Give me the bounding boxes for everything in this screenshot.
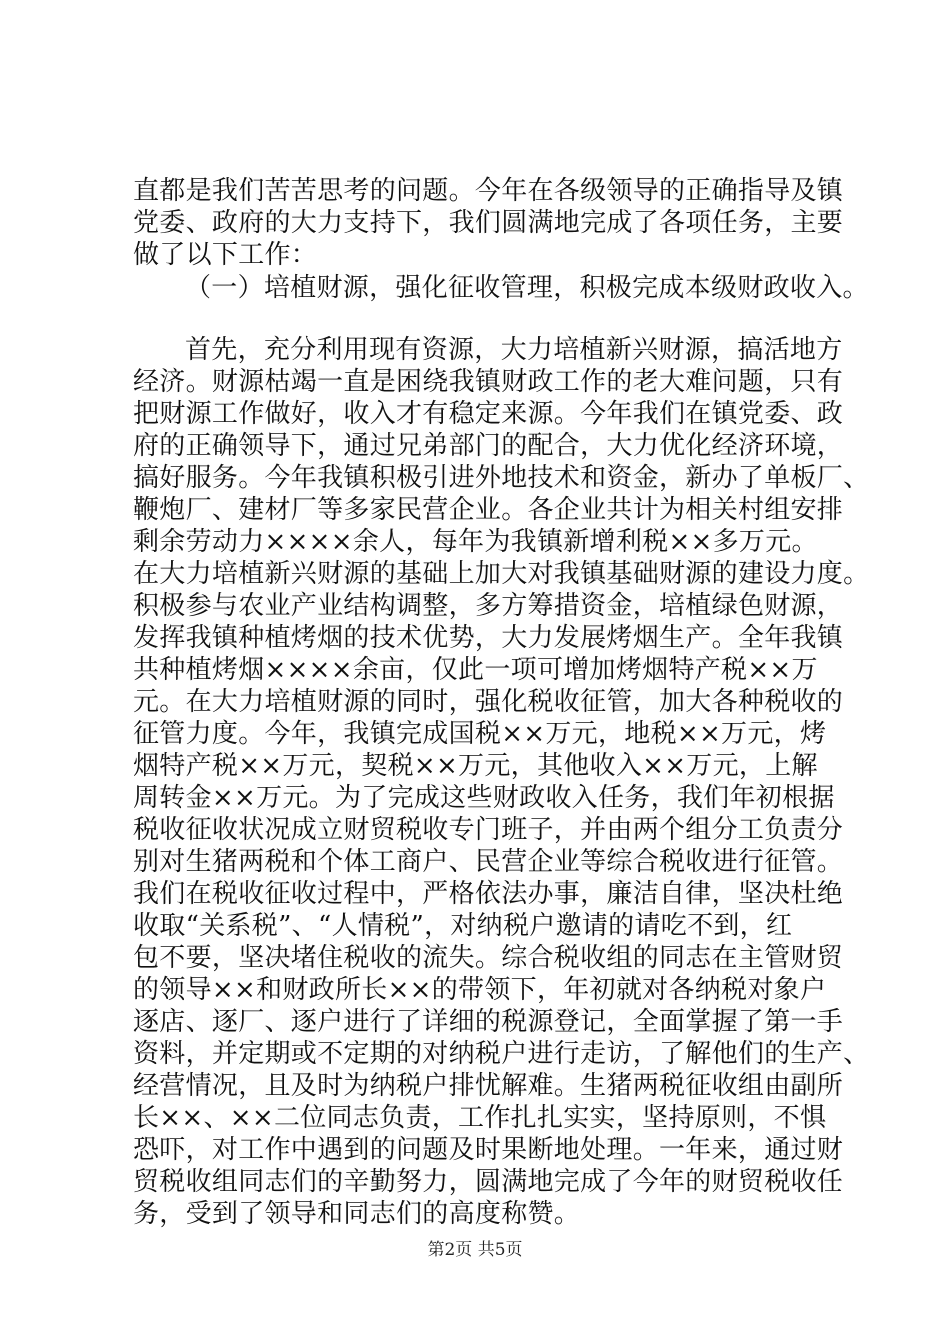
- text-line: 府的正确领导下，通过兄弟部门的配合，大力优化经济环境，: [133, 431, 844, 461]
- text-line: 经济。财源枯竭一直是困绕我镇财政工作的老大难问题，只有: [133, 367, 844, 397]
- text-line: 务，受到了领导和同志们的高度称赞。: [133, 1199, 581, 1229]
- text-line: 别对生猪两税和个体工商户、民营企业等综合税收进行征管。: [133, 847, 844, 877]
- text-line: 长××、××二位同志负责，工作扎扎实实，坚持原则，不惧: [133, 1103, 827, 1133]
- text-line: 烟特产税××万元，契税××万元，其他收入××万元，上解: [133, 751, 818, 781]
- text-line: 积极参与农业产业结构调整，多方筹措资金，培植绿色财源，: [133, 591, 844, 621]
- text-line: 税收征收状况成立财贸税收专门班子，并由两个组分工负责分: [133, 815, 844, 845]
- section-heading: （一）培植财源，强化征收管理，积极完成本级财政收入。: [185, 273, 869, 303]
- text-line: 包不要，坚决堵住税收的流失。综合税收组的同志在主管财贸: [133, 943, 844, 973]
- text-line: 元。在大力培植财源的同时，强化税收征管，加大各种税收的: [133, 687, 844, 717]
- text-line: 逐店、逐厂、逐户进行了详细的税源登记，全面掌握了第一手: [133, 1007, 844, 1037]
- text-line: 发挥我镇种植烤烟的技术优势，大力发展烤烟生产。全年我镇: [133, 623, 844, 653]
- text-line: 资料，并定期或不定期的对纳税户进行走访，了解他们的生产、: [133, 1039, 870, 1069]
- text-line: 剩余劳动力××××余人，每年为我镇新增利税××多万元。: [133, 527, 818, 557]
- text-line: 共种植烤烟××××余亩，仅此一项可增加烤烟特产税××万: [133, 655, 818, 685]
- text-line: 把财源工作做好，收入才有稳定来源。今年我们在镇党委、政: [133, 399, 844, 429]
- text-line: 直都是我们苦苦思考的问题。今年在各级领导的正确指导及镇: [133, 176, 844, 206]
- text-line: 的领导××和财政所长××的带领下，年初就对各纳税对象户: [133, 975, 827, 1005]
- text-line: 鞭炮厂、建材厂等多家民营企业。各企业共计为相关村组安排: [133, 495, 844, 525]
- text-line: 经营情况，且及时为纳税户排忧解难。生猪两税征收组由副所: [133, 1071, 844, 1101]
- text-line: 搞好服务。今年我镇积极引进外地技术和资金，新办了单板厂、: [133, 463, 870, 493]
- text-line: 做了以下工作：: [133, 240, 318, 270]
- text-line: 征管力度。今年，我镇完成国税××万元，地税××万元，烤: [133, 719, 827, 749]
- text-line: 周转金××万元。为了完成这些财政收入任务，我们年初根据: [133, 783, 835, 813]
- page-number: 第2页 共5页: [427, 1240, 523, 1260]
- text-line: 恐吓，对工作中遇到的问题及时果断地处理。一年来，通过财: [133, 1135, 844, 1165]
- text-line: 收取“关系税”、“人情税”，对纳税户邀请的请吃不到，红: [133, 911, 793, 941]
- text-line: 我们在税收征收过程中，严格依法办事，廉洁自律，坚决杜绝: [133, 879, 844, 909]
- text-line: 党委、政府的大力支持下，我们圆满地完成了各项任务，主要: [133, 208, 844, 238]
- text-line: 在大力培植新兴财源的基础上加大对我镇基础财源的建设力度。: [133, 559, 870, 589]
- paragraph-first-line: 首先，充分利用现有资源，大力培植新兴财源，搞活地方: [185, 335, 843, 365]
- text-line: 贸税收组同志们的辛勤努力，圆满地完成了今年的财贸税收任: [133, 1167, 844, 1197]
